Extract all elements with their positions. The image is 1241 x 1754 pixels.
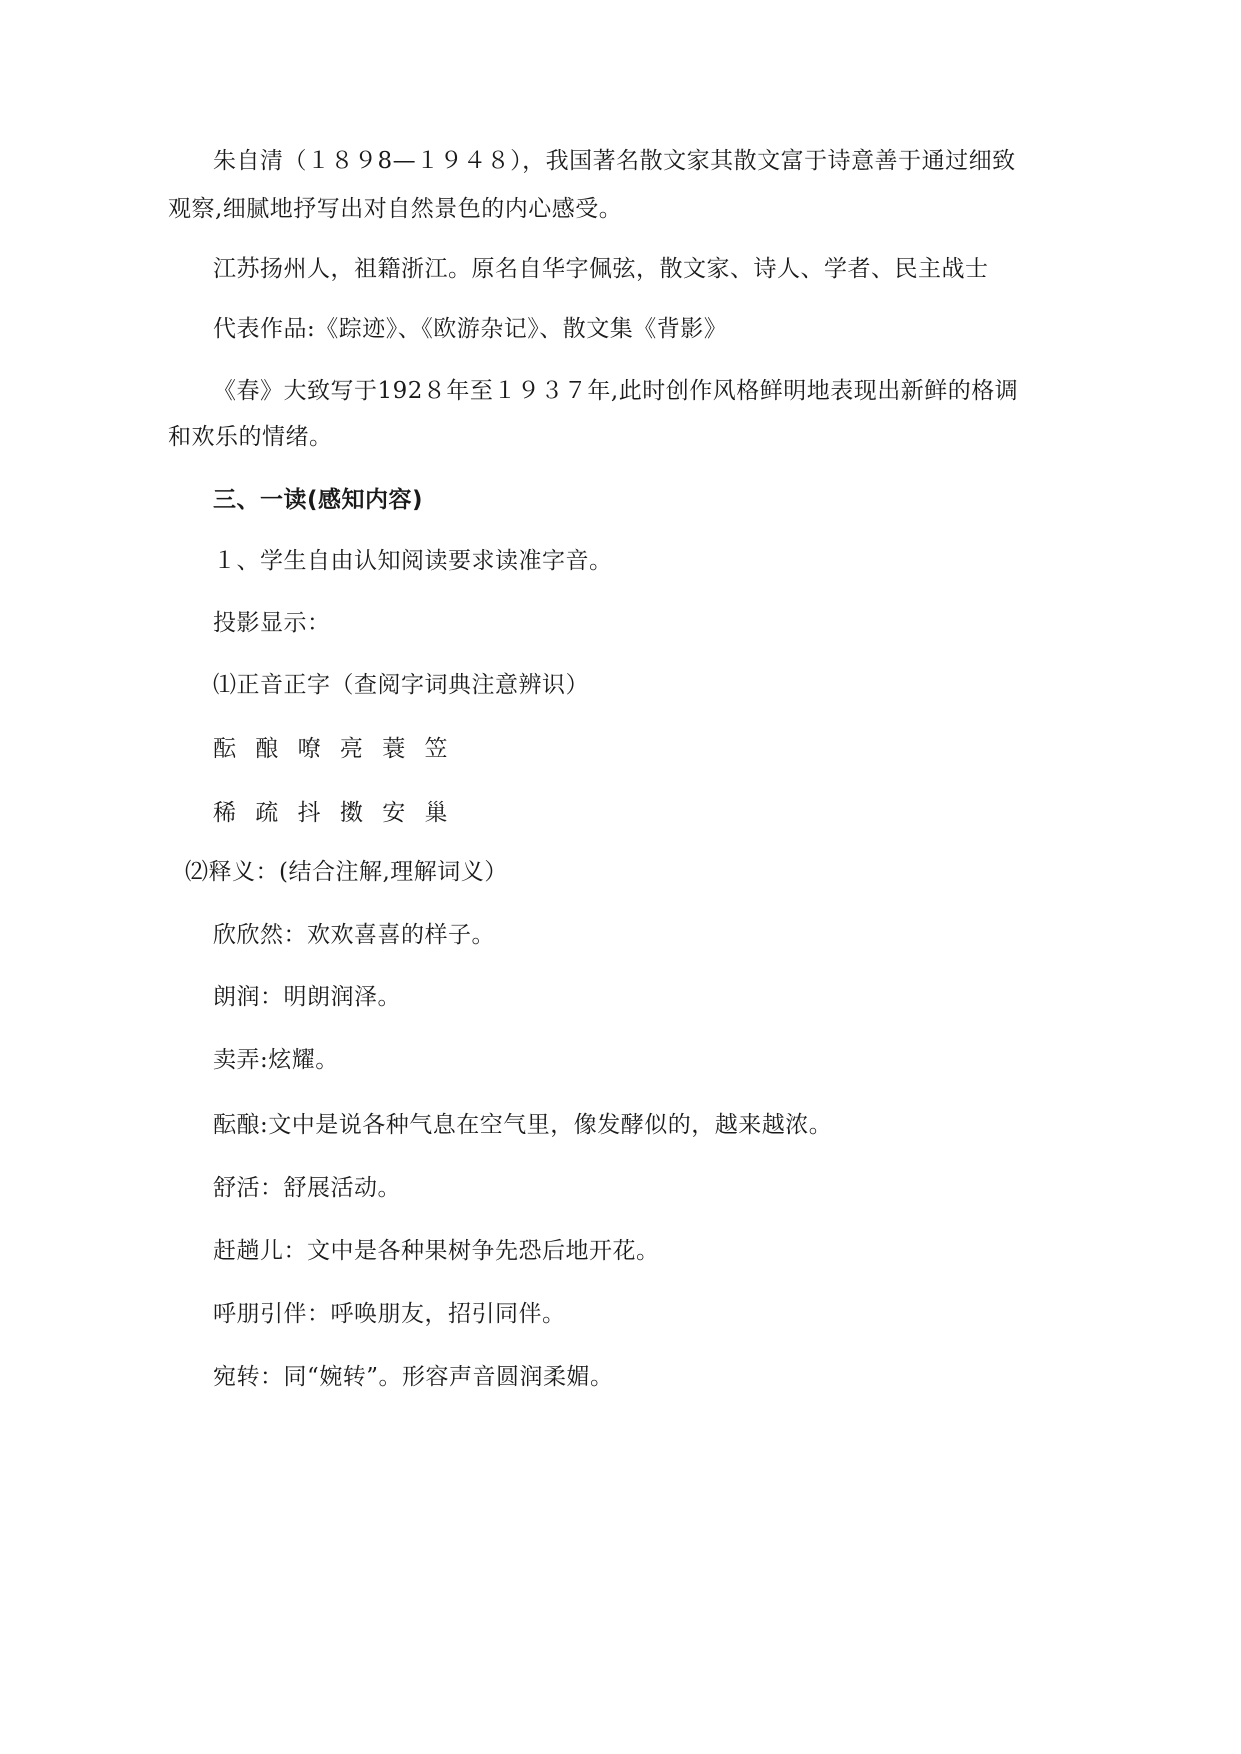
works-line: 代表作品:《踪迹》、《欧游杂记》、散文集《背影》 xyxy=(213,316,728,342)
word-row-1: 酝 酿 嘹 亮 蓑 笠 xyxy=(213,736,454,762)
pronunciation-heading: ⑴正音正字（查阅字词典注意辨识） xyxy=(213,672,589,698)
definition-item: 呼朋引伴：呼唤朋友，招引同伴。 xyxy=(213,1301,566,1327)
bio-line-2: 观察,细腻地抒写出对自然景色的内心感受。 xyxy=(168,196,623,222)
definition-item: 卖弄:炫耀。 xyxy=(213,1047,339,1073)
definition-item: 欣欣然：欢欢喜喜的样子。 xyxy=(213,922,495,948)
projection-label: 投影显示： xyxy=(213,610,331,636)
step-1-line: １、学生自由认知阅读要求读准字音。 xyxy=(213,548,613,574)
origin-line: 江苏扬州人，祖籍浙江。原名自华字佩弦，散文家、诗人、学者、民主战士 xyxy=(213,256,989,282)
definition-item: 赶趟儿：文中是各种果树争先恐后地开花。 xyxy=(213,1238,660,1264)
definition-heading: ⑵释义：(结合注解,理解词义） xyxy=(185,859,508,885)
definition-item: 宛转：同“婉转”。形容声音圆润柔媚。 xyxy=(213,1364,614,1390)
writing-date-line-1: 《春》大致写于192８年至１９３７年,此时创作风格鲜明地表现出新鲜的格调 xyxy=(213,378,1019,404)
definition-item: 朗润：明朗润泽。 xyxy=(213,984,401,1010)
bio-line-1: 朱自清（１８９8—１９４８），我国著名散文家其散文富于诗意善于通过细致 xyxy=(213,148,1016,174)
word-row-2: 稀 疏 抖 擞 安 巢 xyxy=(213,800,454,826)
section-heading: 三、一读(感知内容) xyxy=(213,487,424,513)
definition-item: 酝酿:文中是说各种气息在空气里，像发酵似的，越来越浓。 xyxy=(213,1112,833,1138)
definition-item: 舒活：舒展活动。 xyxy=(213,1175,401,1201)
writing-date-line-2: 和欢乐的情绪。 xyxy=(168,424,333,450)
